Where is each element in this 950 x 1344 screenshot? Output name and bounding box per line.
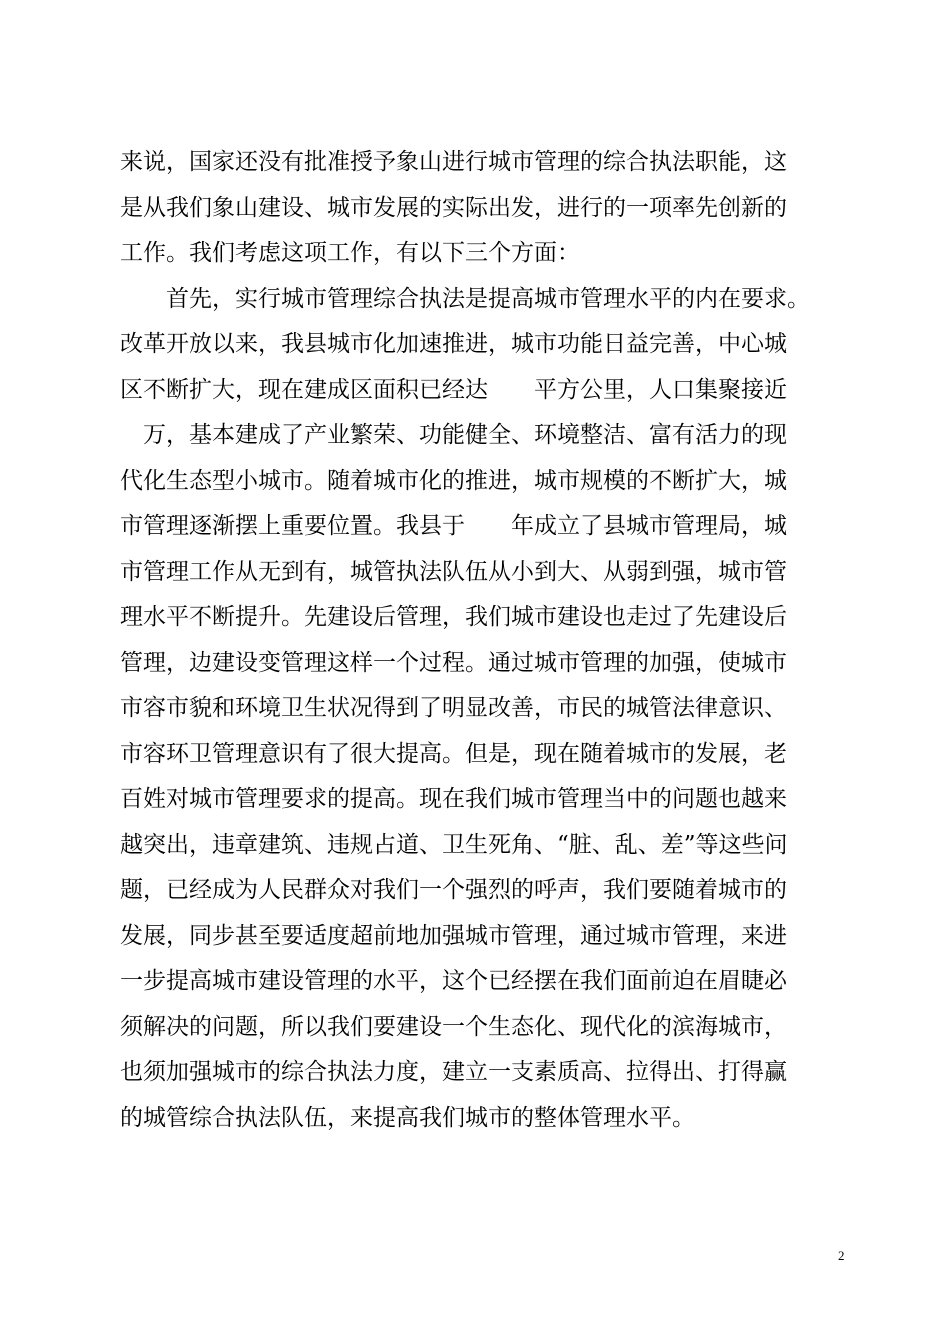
text-line: 改革开放以来，我县城市化加速推进，城市功能日益完善，中心城 [120, 331, 787, 357]
page-number: 2 [838, 1248, 845, 1263]
text-line: 市容环卫管理意识有了很大提高。但是，现在随着城市的发展，老 [120, 740, 787, 767]
text-line: 区不断扩大，现在建成区面积已经达 平方公里，人口集聚接近 [120, 376, 787, 403]
text-line: 管理，边建设变管理这样一个过程。通过城市管理的加强，使城市 [120, 649, 787, 676]
text-line: 代化生态型小城市。随着城市化的推进，城市规模的不断扩大，城 [120, 467, 787, 494]
text-line: 须解决的问题，所以我们要建设一个生态化、现代化的滨海城市， [120, 1013, 787, 1040]
text-line: 越突出，违章建筑、违规占道、卫生死角、“脏、乱、差”等这些问 [120, 831, 788, 858]
text-line: 来说，国家还没有批准授予象山进行城市管理的综合执法职能，这 [120, 149, 787, 175]
text-line: 是从我们象山建设、城市发展的实际出发，进行的一项率先创新的 [120, 194, 787, 221]
text-line: 题，已经成为人民群众对我们一个强烈的呼声，我们要随着城市的 [120, 877, 787, 903]
text-line: 万，基本建成了产业繁荣、功能健全、环境整洁、富有活力的现 [120, 422, 787, 448]
text-line: 市管理工作从无到有，城管执法队伍从小到大、从弱到强，城市管 [120, 558, 787, 585]
text-line: 市管理逐渐摆上重要位置。我县于 年成立了县城市管理局，城 [120, 513, 787, 539]
text-line: 发展，同步甚至要适度超前地加强城市管理，通过城市管理，来进 [120, 922, 787, 949]
text-line: 也须加强城市的综合执法力度，建立一支素质高、拉得出、打得赢 [120, 1059, 787, 1085]
text-line: 市容市貌和环境卫生状况得到了明显改善，市民的城管法律意识、 [120, 695, 787, 721]
text-line: 一步提高城市建设管理的水平，这个已经摆在我们面前迫在眉睫必 [120, 968, 787, 994]
text-line: 工作。我们考虑这项工作，有以下三个方面： [120, 240, 580, 266]
body-text [120, 140, 860, 1141]
text-line: 的城管综合执法队伍，来提高我们城市的整体管理水平。 [120, 1104, 695, 1131]
paragraph-first-line: 首先，实行城市管理综合执法是提高城市管理水平的内在要求。 [120, 285, 810, 312]
text-line: 理水平不断提升。先建设后管理，我们城市建设也走过了先建设后 [120, 604, 787, 630]
text-line: 百姓对城市管理要求的提高。现在我们城市管理当中的问题也越来 [120, 786, 787, 812]
